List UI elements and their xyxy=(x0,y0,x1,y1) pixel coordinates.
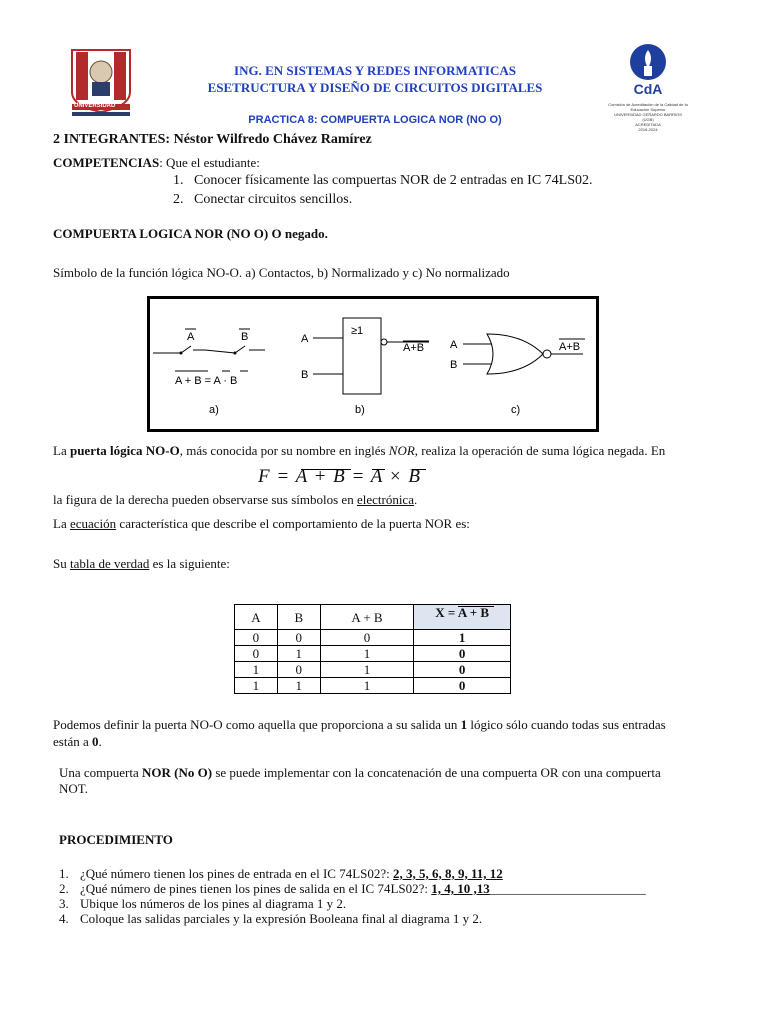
list-item xyxy=(59,896,739,911)
item-text: ¿Qué número tienen los pines de entrada en el IC 74LS02?: xyxy=(80,866,393,881)
norm-input-a: A xyxy=(301,333,309,345)
contact-label-a: A xyxy=(187,331,195,343)
p5-bold-1: 1 xyxy=(460,717,468,732)
item-number: 1. xyxy=(59,866,69,881)
nor-symbols-figure xyxy=(147,296,599,432)
p6-pre: Una compuerta xyxy=(59,765,143,780)
integrantes-value: Néstor Wilfredo Chávez Ramírez xyxy=(173,132,372,147)
item-number: 4. xyxy=(59,911,69,926)
procedimiento-title: PROCEDIMIENTO xyxy=(59,832,173,847)
list-item xyxy=(59,911,739,926)
norm-output: A+B xyxy=(403,342,425,354)
table-cell: 1 xyxy=(277,646,320,662)
table-cell: 0 xyxy=(235,630,278,646)
norm-gate-label: ≥1 xyxy=(351,325,364,337)
answer-blank-line: ________________________ xyxy=(489,881,646,896)
table-cell: 1 xyxy=(235,662,278,678)
table-cell: 1 xyxy=(320,646,414,662)
competencias-intro: : Que el estudiante: xyxy=(159,155,260,170)
logo-left-caption: UNIVERSIDAD xyxy=(74,103,116,109)
paragraph-nor-intro xyxy=(53,443,665,459)
ecuacion-link[interactable]: ecuación xyxy=(69,516,117,531)
formula-overline-a xyxy=(372,469,385,470)
header-a-plus-b: A + B xyxy=(320,605,414,630)
p1-mid: , más conocida por su nombre en inglés xyxy=(179,443,389,458)
answer-input-pins[interactable]: 2, 3, 5, 6, 8, 9, 11, 12 xyxy=(393,866,503,881)
table-cell: 0 xyxy=(235,646,278,662)
paragraph-implementacion xyxy=(59,765,739,797)
table-cell: 1 xyxy=(277,678,320,694)
p4-pre: Su xyxy=(53,556,70,571)
competencia-item-1-text: Conocer físicamente las compuertas NOR de 2 entradas en IC 74LS02. xyxy=(194,173,593,188)
competencia-item-2-text: Conectar circuitos sencillos. xyxy=(194,192,353,207)
p5-line2-post: . xyxy=(98,734,102,749)
electronica-link[interactable]: electrónica xyxy=(356,492,414,507)
tabla-verdad-link[interactable]: tabla de verdad xyxy=(69,556,150,571)
competencia-item-2: 2. Conectar circuitos sencillos. xyxy=(173,192,353,207)
p6-post: se puede implementar con la concatenación de una compuerta OR con una compuerta xyxy=(212,765,661,780)
header-x xyxy=(414,605,511,630)
table-cell: 1 xyxy=(320,678,414,694)
p1-italic: NOR xyxy=(388,443,415,458)
table-cell: 1 xyxy=(320,662,414,678)
distinct-output: A+B xyxy=(559,341,581,353)
paragraph-definicion xyxy=(53,716,733,750)
item-text: Coloque las salidas parciales y la expresión Booleana final al diagrama 1 y 2. xyxy=(80,911,483,926)
table-row xyxy=(235,662,511,678)
p3-pre: La xyxy=(53,516,70,531)
caption-a: a) xyxy=(209,404,219,416)
p5-pre: Podemos definir la puerta NO-O como aquella que proporciona a su salida un xyxy=(53,717,461,732)
p1-bold: puerta lógica NO-O xyxy=(69,443,180,458)
header-x-text: X = A + B xyxy=(435,605,490,620)
list-item xyxy=(59,866,739,881)
competencias-line xyxy=(53,155,260,171)
p6-bold: NOR (No O) xyxy=(142,765,213,780)
distinct-input-a: A xyxy=(450,339,458,351)
contact-label-b: B xyxy=(241,331,249,343)
p1-post: , realiza la operación de suma lógica negada. En xyxy=(414,443,666,458)
formula-overline-sum xyxy=(301,469,351,470)
integrantes xyxy=(53,132,372,148)
cda-caption: Comisión de Acreditación de la Calidad de la Educación Superior xyxy=(608,102,688,112)
caption-b: b) xyxy=(355,404,365,416)
table-cell-output: 0 xyxy=(414,678,511,694)
simbolo-text: Símbolo de la función lógica NO-O. a) Contactos, b) Normalizado y c) No normalizado xyxy=(53,265,510,280)
header-x-overline xyxy=(458,606,494,607)
integrantes-label: 2 INTEGRANTES: xyxy=(53,132,174,147)
header-a: A xyxy=(235,605,278,630)
header-line-2: ESETRUCTURA Y DISEÑO DE CIRCUITOS DIGITALES xyxy=(207,80,543,95)
formula-text: F = A + B = A × B xyxy=(258,466,421,487)
competencias-label: COMPETENCIAS xyxy=(53,155,160,170)
cda-caption-4: 2016-2024 xyxy=(638,127,658,132)
table-cell-output: 1 xyxy=(414,630,511,646)
cda-logo xyxy=(608,42,688,132)
cda-caption-2: UNIVERSIDAD GERARDO BARRIOS (UGB) xyxy=(614,112,682,122)
table-cell: 0 xyxy=(277,630,320,646)
list-item xyxy=(59,881,739,896)
header-line-1: ING. EN SISTEMAS Y REDES INFORMATICAS xyxy=(234,63,516,78)
norm-input-b: B xyxy=(301,369,309,381)
item-text: Ubique los números de los pines al diagrama 1 y 2. xyxy=(80,896,347,911)
nor-formula xyxy=(258,466,458,492)
section-title: COMPUERTA LOGICA NOR (NO O) O negado. xyxy=(53,226,328,241)
table-cell-output: 0 xyxy=(414,646,511,662)
p1-pre: La xyxy=(53,443,70,458)
formula-overline-b xyxy=(412,469,426,470)
practica-title: PRACTICA 8: COMPUERTA LOGICA NOR (NO O) xyxy=(248,114,502,126)
cda-caption-3: ACREDITADA xyxy=(635,122,661,127)
truth-table xyxy=(234,604,511,694)
answer-output-pins[interactable]: 1, 4, 10 ,13 xyxy=(431,881,490,896)
table-row xyxy=(235,630,511,646)
university-logo xyxy=(64,46,138,118)
caption-c: c) xyxy=(511,404,521,416)
cda-logo-text: CdA xyxy=(633,81,663,97)
p2-post: . xyxy=(413,492,418,507)
contact-equation: A + B = A · B xyxy=(175,375,238,387)
item-number: 2. xyxy=(59,881,69,896)
competencia-item-1: 1. Conocer físicamente las compuertas NOR de 2 entradas en IC 74LS02. xyxy=(173,173,593,188)
table-row xyxy=(235,678,511,694)
paragraph-ecuacion xyxy=(53,516,470,532)
procedure-list xyxy=(59,866,739,926)
table-cell: 0 xyxy=(277,662,320,678)
paragraph-figura xyxy=(53,492,417,508)
p2-pre: la figura de la derecha pueden observarse sus símbolos en xyxy=(53,492,357,507)
p3-post: característica que describe el comportamiento de la puerta NOR es: xyxy=(116,516,470,531)
p5-line2-pre: están a xyxy=(53,734,92,749)
table-row xyxy=(235,646,511,662)
item-number: 3. xyxy=(59,896,69,911)
truth-table-header xyxy=(235,605,511,630)
p5-bold-2: 0 xyxy=(91,734,99,749)
p5-mid: lógico sólo cuando todas sus entradas xyxy=(467,717,666,732)
p4-post: es la siguiente: xyxy=(149,556,230,571)
paragraph-tabla xyxy=(53,556,230,572)
header-b: B xyxy=(277,605,320,630)
distinct-input-b: B xyxy=(450,359,458,371)
table-cell: 1 xyxy=(235,678,278,694)
table-cell: 0 xyxy=(320,630,414,646)
item-text: ¿Qué número de pines tienen los pines de salida en el IC 74LS02?: xyxy=(80,881,432,896)
p6-line2: NOT. xyxy=(59,781,89,796)
table-cell-output: 0 xyxy=(414,662,511,678)
